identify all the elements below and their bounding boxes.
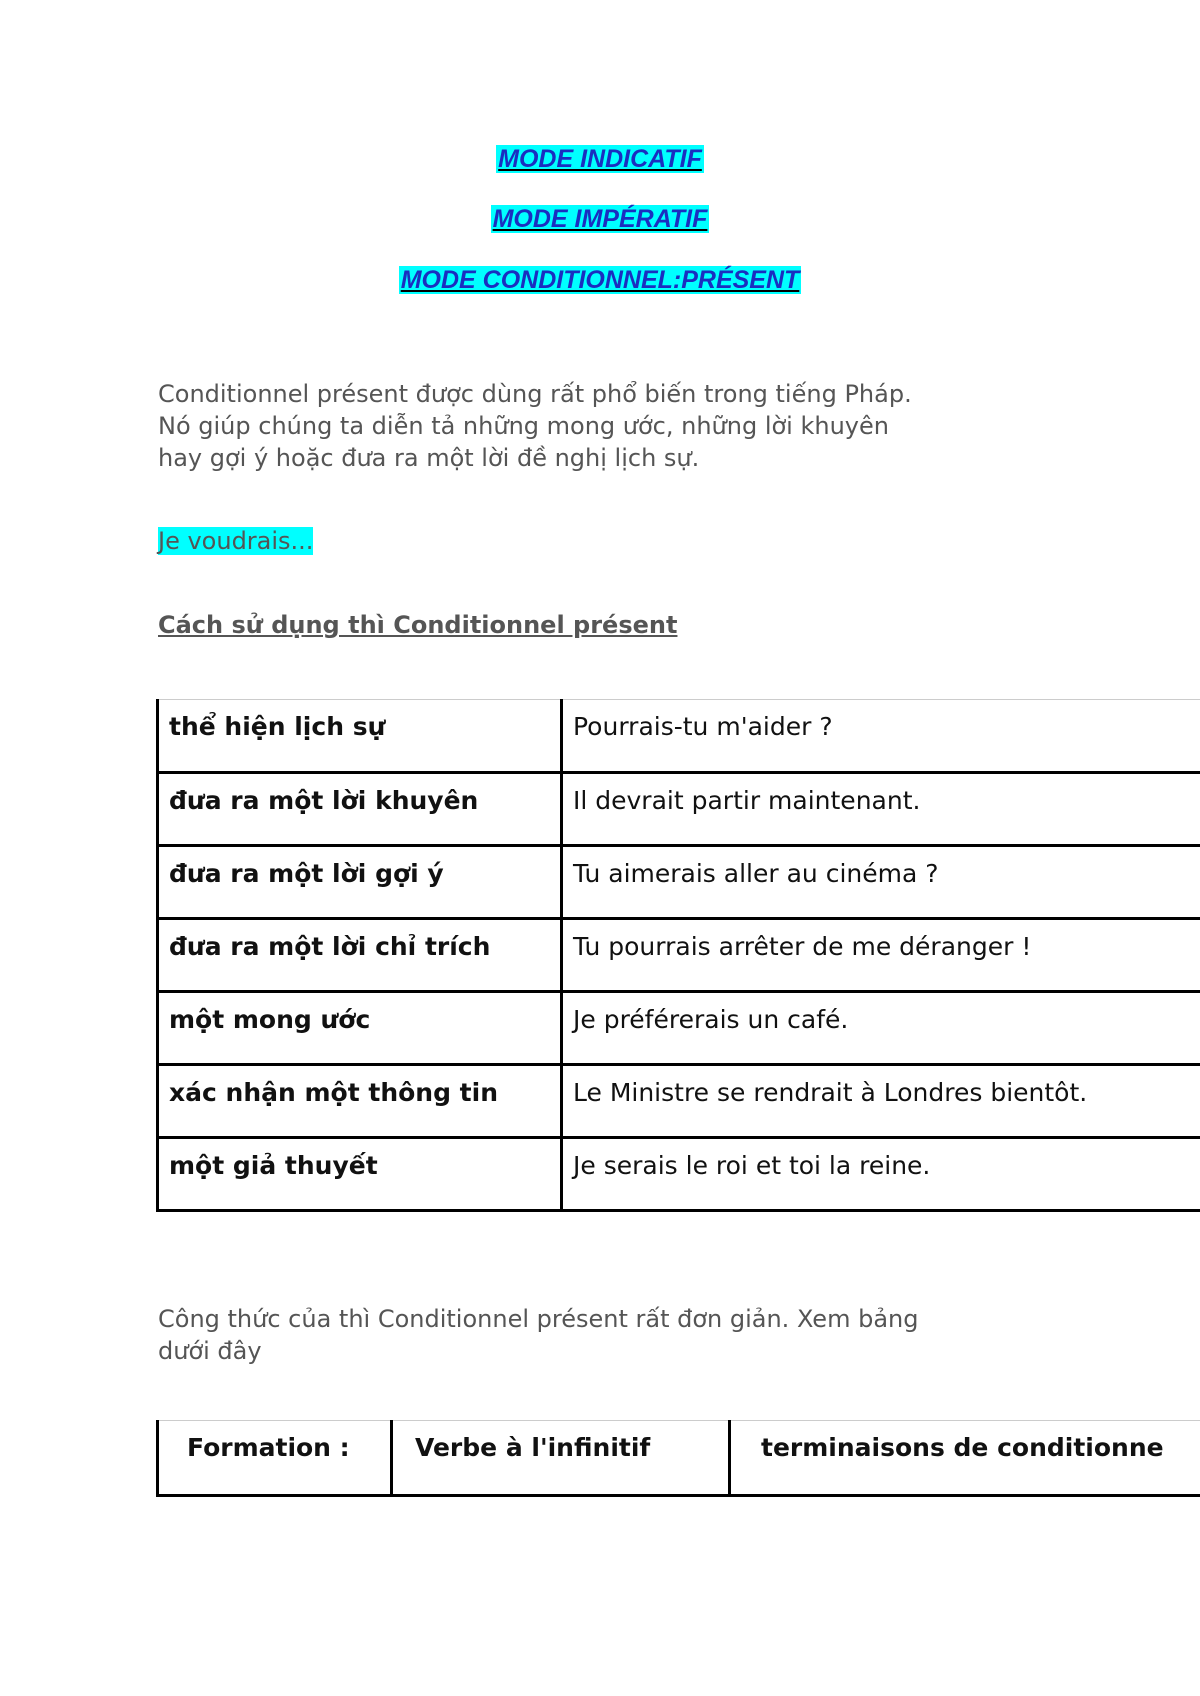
usage-cell: một mong ước (158, 992, 562, 1065)
usage-table-row (158, 1138, 1200, 1211)
heading-mode-imperatif[interactable] (0, 205, 1200, 234)
formation-table (156, 1420, 1200, 1497)
usage-table-row (158, 700, 1200, 773)
usage-table-row (158, 1065, 1200, 1138)
usage-cell: đưa ra một lời chỉ trích (158, 919, 562, 992)
heading-mode-conditionnel-text[interactable]: MODE CONDITIONNEL:PRÉSENT (400, 266, 800, 294)
intro-line-1: Conditionnel présent được dùng rất phổ biến trong tiếng Pháp. (158, 380, 912, 408)
heading-mode-imperatif-text[interactable]: MODE IMPÉRATIF (492, 205, 708, 233)
example-cell: Tu pourrais arrêter de me déranger ! (562, 919, 1200, 992)
usage-cell: đưa ra một lời khuyên (158, 773, 562, 846)
heading-mode-indicatif[interactable] (0, 145, 1200, 174)
example-cell: Il devrait partir maintenant. (562, 773, 1200, 846)
example-highlight-text: Je voudrais... (158, 527, 314, 555)
heading-mode-conditionnel[interactable] (0, 266, 1200, 295)
example-cell: Pourrais-tu m'aider ? (562, 700, 1200, 773)
usage-table-row (158, 773, 1200, 846)
formula-line-2: dưới đây (158, 1337, 262, 1365)
usage-table-row (158, 992, 1200, 1065)
usage-table-row (158, 919, 1200, 992)
formation-label-cell: Formation : (158, 1421, 392, 1496)
example-cell: Je serais le roi et toi la reine. (562, 1138, 1200, 1211)
intro-line-3: hay gợi ý hoặc đưa ra một lời đề nghị lịch sự. (158, 444, 700, 472)
usage-section-title: Cách sử dụng thì Conditionnel présent (158, 611, 678, 639)
usage-table (156, 699, 1200, 1212)
usage-cell: thể hiện lịch sự (158, 700, 562, 773)
intro-paragraph (158, 378, 1058, 474)
example-cell: Tu aimerais aller au cinéma ? (562, 846, 1200, 919)
usage-table-row (158, 846, 1200, 919)
formation-infinitive-cell: Verbe à l'infinitif (392, 1421, 730, 1496)
usage-cell: đưa ra một lời gợi ý (158, 846, 562, 919)
heading-mode-indicatif-text[interactable]: MODE INDICATIF (498, 145, 702, 173)
example-cell: Je préférerais un café. (562, 992, 1200, 1065)
example-cell: Le Ministre se rendrait à Londres bientôt. (562, 1065, 1200, 1138)
example-highlight (158, 525, 1058, 557)
formula-line-1: Công thức của thì Conditionnel présent rất đơn giản. Xem bảng (158, 1305, 919, 1333)
formation-row (158, 1421, 1200, 1496)
usage-cell: một giả thuyết (158, 1138, 562, 1211)
formation-endings-cell: terminaisons de conditionne (730, 1421, 1200, 1496)
usage-cell: xác nhận một thông tin (158, 1065, 562, 1138)
formula-paragraph (158, 1303, 1058, 1367)
intro-line-2: Nó giúp chúng ta diễn tả những mong ước, những lời khuyên (158, 412, 889, 440)
